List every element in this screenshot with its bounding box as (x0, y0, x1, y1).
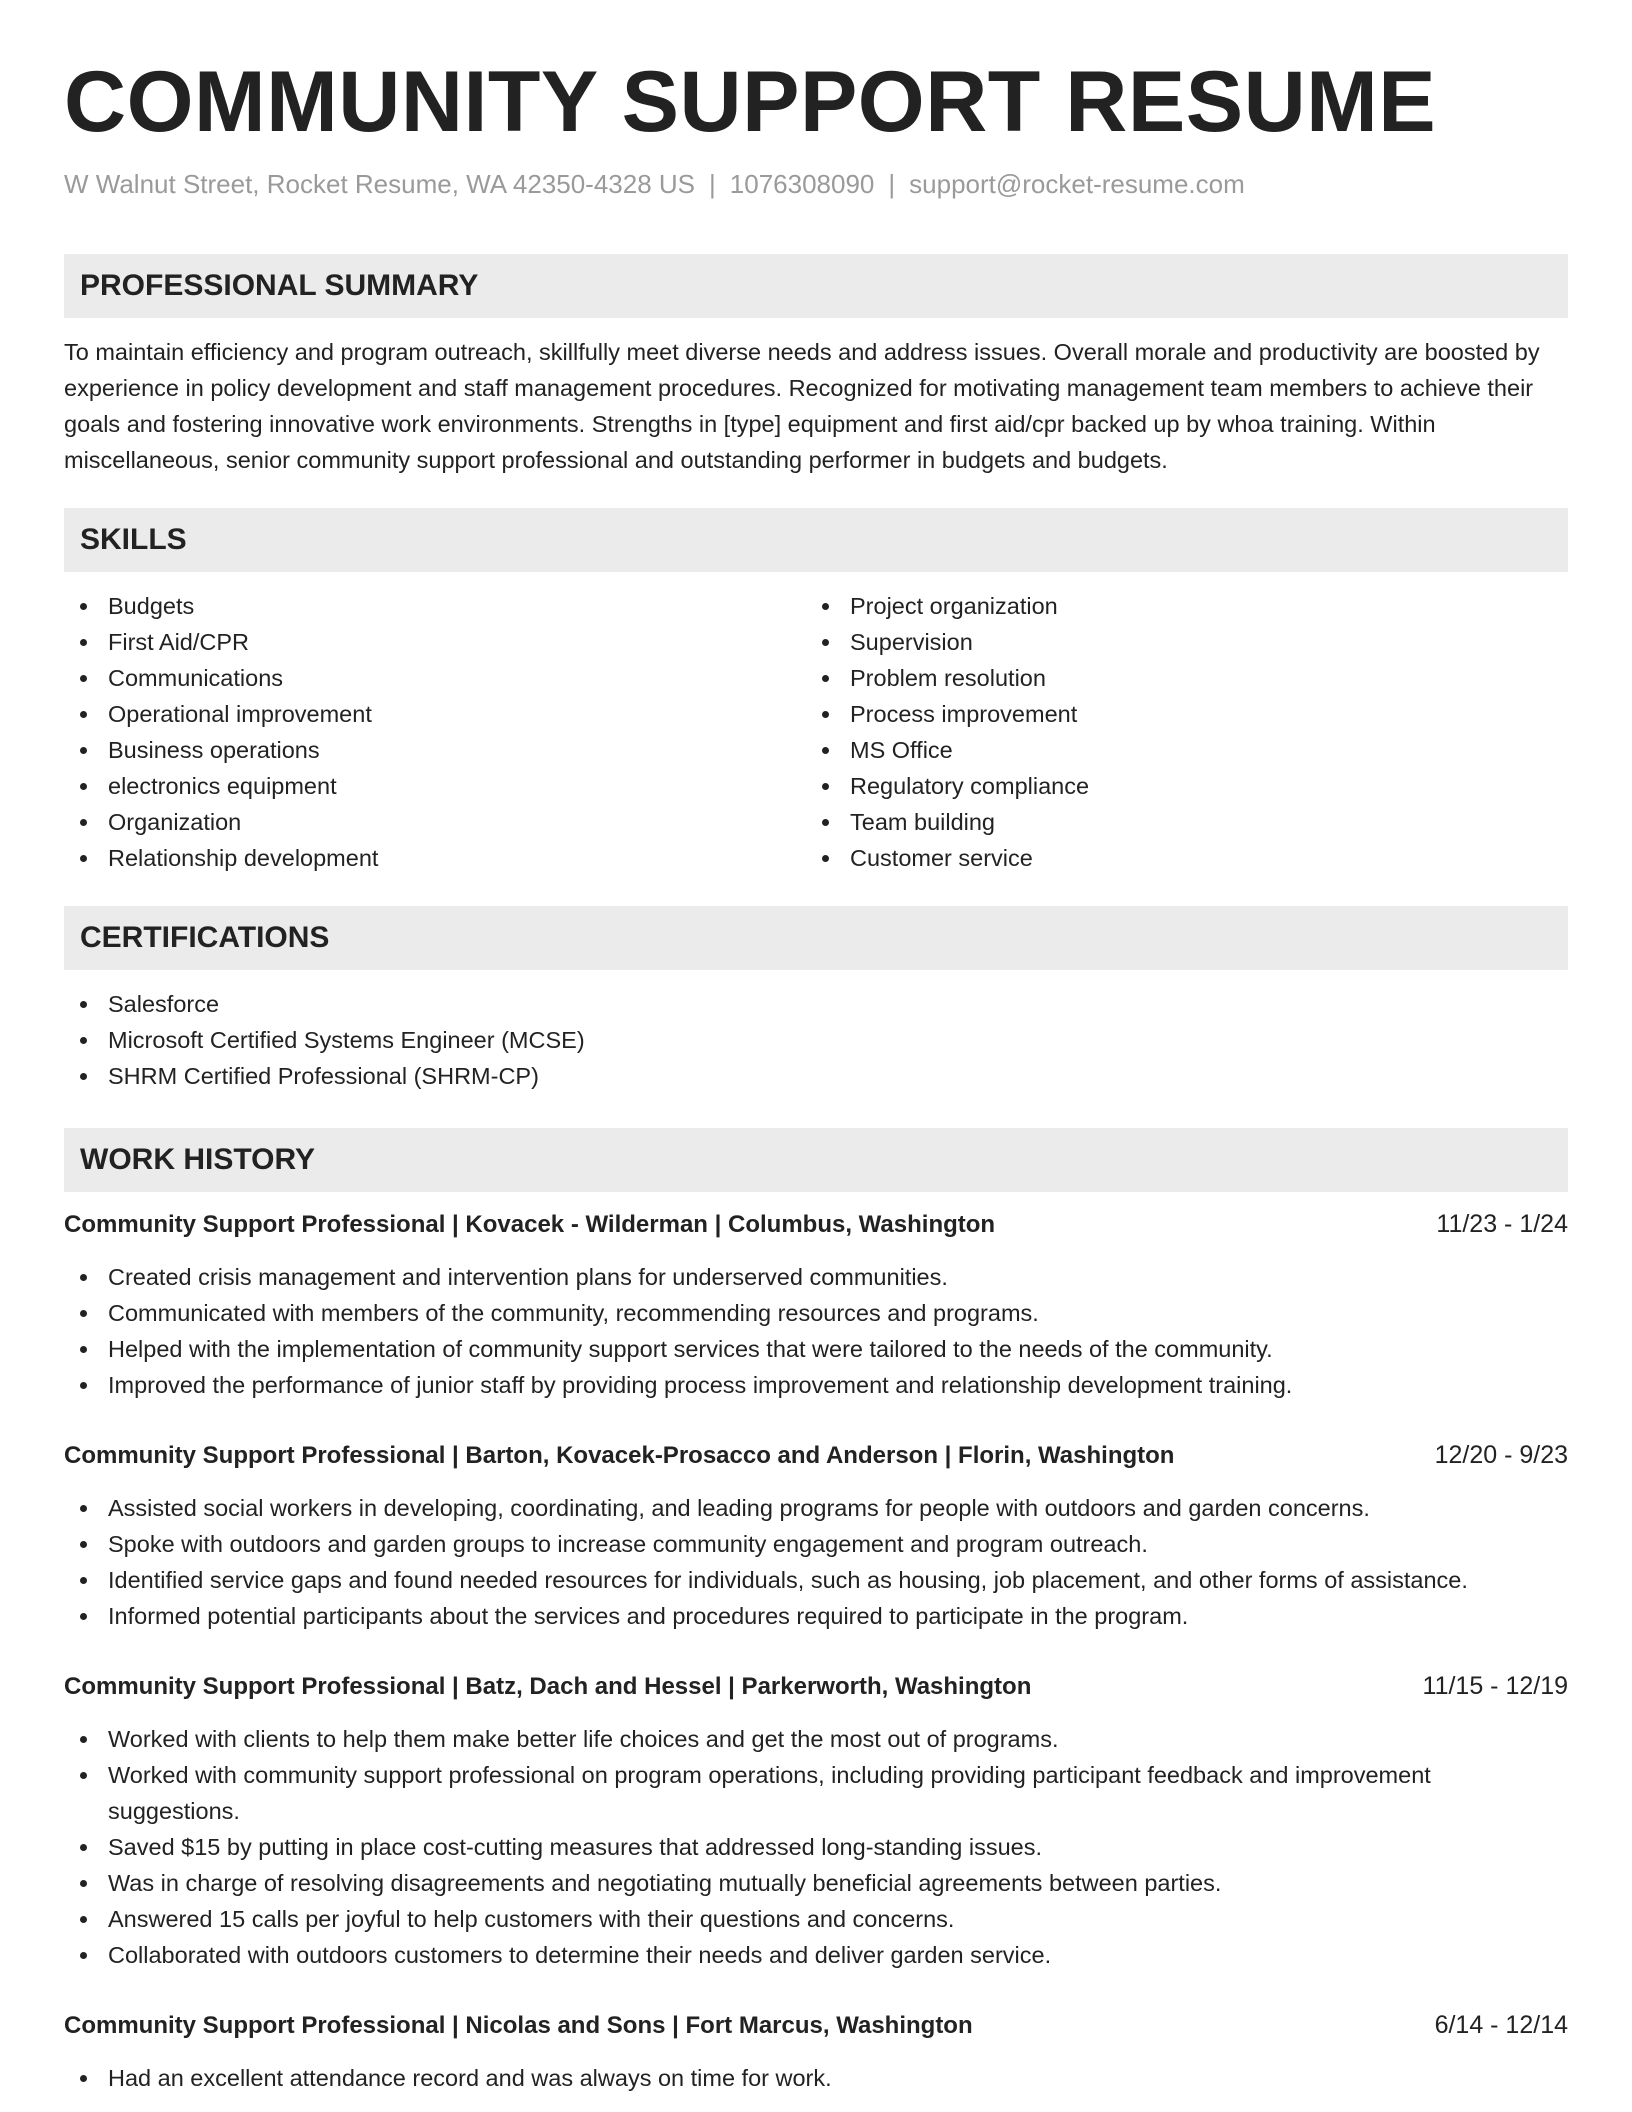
job-bullet: Communicated with members of the community, recommending resources and programs. (64, 1295, 1568, 1331)
skill-item: Business operations (64, 732, 806, 768)
job-dates: 6/14 - 12/14 (1434, 2011, 1568, 2039)
job-bullet: Spoke with outdoors and garden groups to increase community engagement and program outreach. (64, 1526, 1568, 1562)
contact-separator: | (709, 169, 716, 199)
certification-item: Salesforce (64, 986, 1568, 1022)
job-bullet: Informed potential participants about the services and procedures required to participate in the program. (64, 1598, 1568, 1634)
skill-item: First Aid/CPR (64, 624, 806, 660)
contact-phone: 1076308090 (729, 169, 875, 199)
skills-list (64, 588, 1568, 876)
job-bullet: Had an excellent attendance record and was always on time for work. (64, 2060, 1568, 2096)
certification-item: SHRM Certified Professional (SHRM-CP) (64, 1058, 1568, 1094)
skills-heading: SKILLS (64, 508, 1568, 572)
job-entry (64, 2007, 1568, 2096)
job-bullet: Improved the performance of junior staff by providing process improvement and relationship development training. (64, 1367, 1568, 1403)
resume-title: COMMUNITY SUPPORT RESUME (64, 54, 1437, 150)
skill-item: Regulatory compliance (806, 768, 1548, 804)
job-title: Community Support Professional | Kovacek - Wilderman | Columbus, Washington (64, 1211, 996, 1238)
skills-column-right (806, 588, 1548, 876)
job-bullet: Worked with clients to help them make better life choices and get the most out of programs. (64, 1721, 1568, 1757)
job-bullet: Helped with the implementation of community support services that were tailored to the needs of the community. (64, 1331, 1568, 1367)
job-bullet: Saved $15 by putting in place cost-cutting measures that addressed long-standing issues. (64, 1829, 1568, 1865)
skill-item: Project organization (806, 588, 1548, 624)
skill-item: Organization (64, 804, 806, 840)
certification-item: Microsoft Certified Systems Engineer (MCSE) (64, 1022, 1568, 1058)
summary-heading: PROFESSIONAL SUMMARY (64, 254, 1568, 318)
job-bullet: Created crisis management and intervention plans for underserved communities. (64, 1259, 1568, 1295)
job-title: Community Support Professional | Barton, Kovacek-Prosacco and Anderson | Florin, Washington (64, 1442, 1175, 1469)
job-title: Community Support Professional | Batz, Dach and Hessel | Parkerworth, Washington (64, 1673, 1032, 1700)
job-bullet: Collaborated with outdoors customers to determine their needs and deliver garden service. (64, 1937, 1568, 1973)
skill-item: Budgets (64, 588, 806, 624)
contact-address: W Walnut Street, Rocket Resume, WA 42350-4328 US (64, 169, 696, 199)
job-bullet: Was in charge of resolving disagreements and negotiating mutually beneficial agreements between parties. (64, 1865, 1568, 1901)
resume-page (64, 0, 1568, 2096)
job-bullets (64, 1259, 1568, 1403)
skill-item: Problem resolution (806, 660, 1548, 696)
job-header (64, 1437, 1568, 1474)
job-entry (64, 1206, 1568, 1403)
job-bullets (64, 1490, 1568, 1634)
skill-item: MS Office (806, 732, 1548, 768)
skills-column-left (64, 588, 806, 876)
job-bullet: Assisted social workers in developing, coordinating, and leading programs for people with outdoors and garden concerns. (64, 1490, 1568, 1526)
job-bullets (64, 1721, 1568, 1973)
job-dates: 11/15 - 12/19 (1422, 1672, 1568, 1700)
skill-item: Process improvement (806, 696, 1548, 732)
job-bullet: Identified service gaps and found needed resources for individuals, such as housing, job placement, and other forms of assistance. (64, 1562, 1568, 1598)
job-header (64, 1668, 1568, 1705)
job-bullet: Answered 15 calls per joyful to help customers with their questions and concerns. (64, 1901, 1568, 1937)
skill-item: Operational improvement (64, 696, 806, 732)
skill-item: Supervision (806, 624, 1548, 660)
certifications-list (64, 986, 1568, 1094)
skill-item: Customer service (806, 840, 1548, 876)
skill-item: Communications (64, 660, 806, 696)
job-title: Community Support Professional | Nicolas and Sons | Fort Marcus, Washington (64, 2012, 973, 2039)
skill-item: Team building (806, 804, 1548, 840)
certifications-heading: CERTIFICATIONS (64, 906, 1568, 970)
summary-text: To maintain efficiency and program outreach, skillfully meet diverse needs and address issues. Overall morale and productivity are boosted by experience in policy development and staff management procedures. Recognized for motivating management team members to achieve their goals and fostering innovative work environments. Strengths in [type] equipment and first aid/cpr backed up by whoa training. Within miscellaneous, senior community support professional and outstanding performer in budgets and budgets. (64, 339, 1540, 473)
job-dates: 12/20 - 9/23 (1434, 1441, 1568, 1469)
job-entry (64, 1668, 1568, 1973)
job-entry (64, 1437, 1568, 1634)
job-bullet: Worked with community support professional on program operations, including providing participant feedback and improvement suggestions. (64, 1757, 1568, 1829)
work-history-heading: WORK HISTORY (64, 1128, 1568, 1192)
contact-line (64, 166, 1568, 202)
job-header (64, 2007, 1568, 2044)
contact-email: support@rocket-resume.com (909, 169, 1245, 199)
job-bullets (64, 2060, 1568, 2096)
skill-item: Relationship development (64, 840, 806, 876)
job-dates: 11/23 - 1/24 (1436, 1210, 1568, 1238)
contact-separator: | (888, 169, 896, 199)
job-header (64, 1206, 1568, 1243)
skill-item: electronics equipment (64, 768, 806, 804)
